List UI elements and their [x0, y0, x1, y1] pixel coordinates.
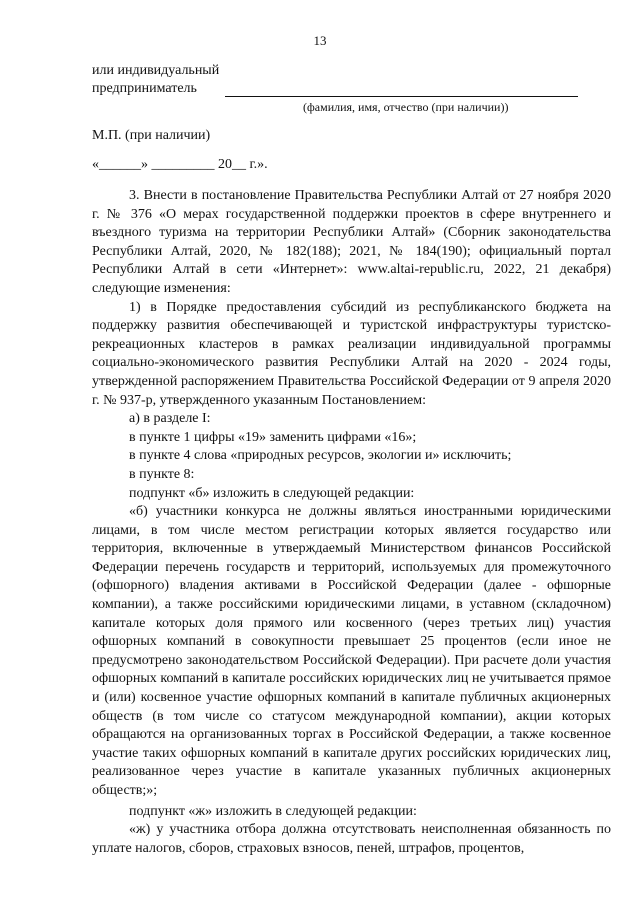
document-body [92, 187, 611, 858]
signature-underline [225, 96, 578, 97]
paragraph-section-i: а) в разделе I: [129, 411, 211, 427]
page-number: 13 [313, 33, 327, 48]
paragraph-subsidy-order: 1) в Порядке предоставления субсидий из республиканского бюджета на поддержку развития обеспечивающей и туристской инфраструктуры туристско-рекреационных кластеров в рамках реализации индивидуальной программы социально-экономического развития Республики Алтай на 2020 - 2024 годы, утвержденной распоряжением Правительства Российской Федерации от 9 апреля 2020 г. № 937-р, утвержденного указанным Постановлением: [92, 299, 611, 408]
signatory-label-line1: или индивидуальный [92, 63, 220, 78]
paragraph-subpoint-b-intro: подпункт «б» изложить в следующей редакции: [129, 485, 415, 501]
signatory-label-line2: предприниматель [92, 81, 197, 96]
paragraph-subpoint-zh-intro: подпункт «ж» изложить в следующей редакции: [129, 803, 417, 819]
paragraph-subpoint-zh-text: «ж) у участника отбора должна отсутствовать неисполненная обязанность по уплате налогов, сборов, страховых взносов, пеней, штрафов, процентов, [92, 822, 611, 856]
paragraph-point-1: в пункте 1 цифры «19» заменить цифрами «16»; [129, 429, 417, 445]
stamp-line: М.П. (при наличии) [92, 128, 211, 143]
date-line: «______» _________ 20__ г.». [92, 157, 268, 172]
paragraph-amendment-intro: 3. Внести в постановление Правительства Республики Алтай от 27 ноября 2020 г. № 376 «О мерах государственной поддержки проектов в сфере внутреннего и въездного туризма на территории Республики Алтай» (Сборник законодательства Республики Алтай, 2020, № 182(188); 2021, № 184(190); официальный портал Республики Алтай в сети «Интернет»: www.altai-republic.ru, 2022, 21 декабря) следующие изменения: [92, 188, 611, 296]
paragraph-subpoint-b-text: «б) участники конкурса не должны являться иностранными юридическими лицами, в том числе местом регистрации которых является государство или территория, включенные в утверждаемый Министерством финансов Российской Федерации перечень государств и территорий, используемых для промежуточного (офшорного) владения активами в Российской Федерации (далее - офшорные компании), а также российскими юридическими лицами, в уставном (складочном) капитале которых доля прямого или косвенного (через третьих лиц) участия офшорных компаний в совокупности превышает 25 процентов (если иное не предусмотрено законодательством Российской Федерации). При расчете доли участия офшорных компаний в капитале российских юридических лиц не учитывается прямое и (или) косвенное участие офшорных компаний в капитале публичных акционерных обществ (в том числе со статусом международной компании), акции которых обращаются на организованных торгах в Российской Федерации, а также косвенное участие таких офшорных компаний в капитале других российских юридических лиц, реализованное через участие в капитале указанных публичных акционерных обществ;»; [92, 504, 611, 798]
paragraph-point-4: в пункте 4 слова «природных ресурсов, экологии и» исключить; [129, 448, 512, 464]
signature-hint: (фамилия, имя, отчество (при наличии)) [303, 100, 509, 114]
paragraph-point-8: в пункте 8: [129, 466, 195, 482]
